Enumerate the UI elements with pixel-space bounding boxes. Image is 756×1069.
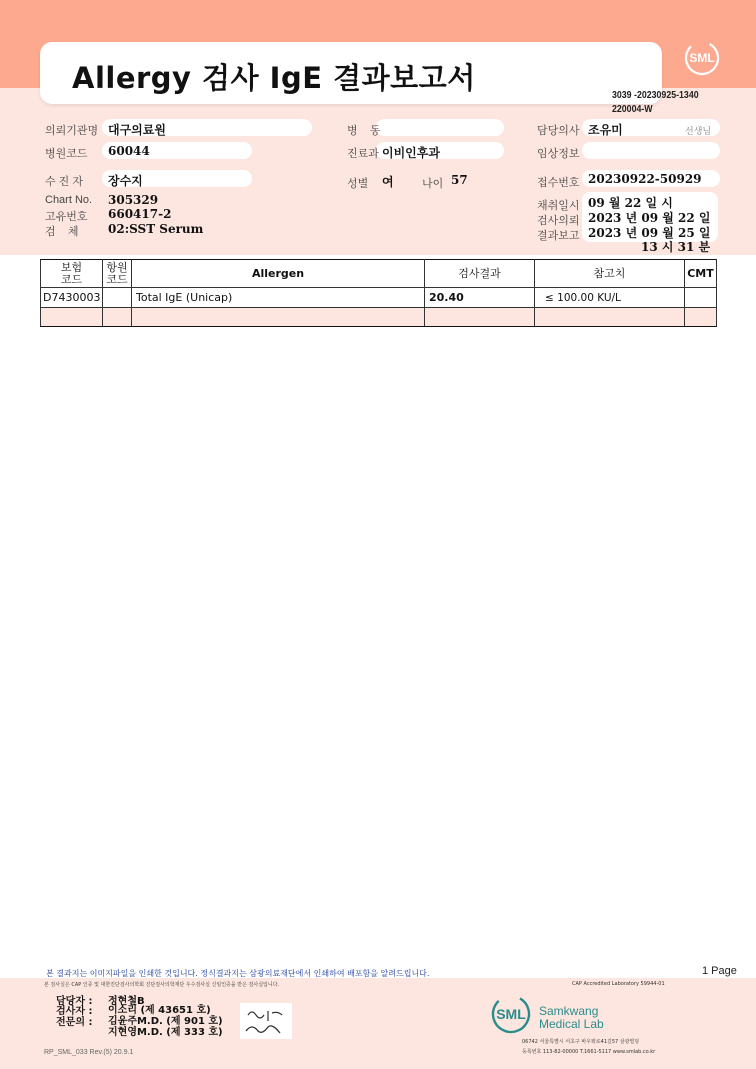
specimen-label: 검 체 bbox=[45, 226, 79, 238]
receipt-no-value: 20230922-50929 bbox=[588, 172, 702, 186]
institution-label: 의뢰기관명 bbox=[45, 125, 99, 137]
reported-value: 2023 년 09 월 25 일 bbox=[588, 226, 711, 240]
cap-accreditation: CAP Accredited Laboratory 59944-01 bbox=[572, 981, 665, 987]
age-value: 57 bbox=[451, 173, 468, 187]
result-cell: 20.40 bbox=[425, 288, 535, 308]
department-value: 이비인후과 bbox=[382, 146, 440, 160]
samkwang-logo-icon bbox=[490, 993, 532, 1035]
lab-name-line1: Samkwang bbox=[539, 1004, 599, 1018]
unique-no-value: 660417-2 bbox=[108, 207, 172, 221]
patient-label: 수 진 자 bbox=[45, 176, 83, 188]
blank-cell bbox=[132, 308, 425, 327]
requested-label: 검사의뢰 bbox=[537, 215, 580, 227]
doctor-suffix: 선생님 bbox=[685, 126, 712, 136]
hospital-code-value: 60044 bbox=[108, 144, 150, 158]
chart-no-label: Chart No. bbox=[45, 194, 93, 206]
revision-code: RP_SML_033 Rev.(5) 20.9.1 bbox=[44, 1049, 134, 1056]
report-title: Allergy 검사 IgE 결과보고서 bbox=[72, 61, 476, 95]
doc-number-line2: 220004-W bbox=[612, 104, 653, 115]
staff-name-1: 정현철B bbox=[108, 996, 145, 1007]
age-label: 나이 bbox=[422, 178, 444, 190]
reported-time: 13 시 31 분 bbox=[641, 240, 711, 254]
blank-cell bbox=[41, 308, 103, 327]
chart-no-value: 305329 bbox=[108, 193, 159, 207]
result-header: 검사결과 bbox=[425, 260, 535, 288]
reported-label: 결과보고 bbox=[537, 230, 580, 242]
insurance-code-cell: D7430003 bbox=[41, 288, 103, 308]
lab-contact: 등록번호 113-82-00000 T.1661-5117 www.smlab.co.kr bbox=[522, 1049, 656, 1055]
logo-text: SML bbox=[689, 51, 715, 65]
specimen-value: 02:SST Serum bbox=[108, 222, 204, 236]
table-row-blank bbox=[41, 308, 717, 327]
svg-text:SML: SML bbox=[496, 1006, 526, 1022]
staff-role-1: 담당자 : bbox=[56, 996, 93, 1007]
blank-cell bbox=[103, 308, 132, 327]
allergen-cell: Total IgE (Unicap) bbox=[132, 288, 425, 308]
sml-logo-icon bbox=[684, 40, 720, 76]
table-row bbox=[41, 288, 717, 308]
staff-role-2: 검사자 : bbox=[56, 1006, 93, 1017]
lab-address: 06742 서울특별시 서초구 바우뫼로41길57 삼광빌딩 bbox=[522, 1039, 640, 1045]
page-number: 1 Page bbox=[702, 965, 737, 977]
item-code-header: 항원 코드 bbox=[103, 260, 132, 288]
cmt-header: CMT bbox=[685, 260, 717, 288]
ward-label: 병 동 bbox=[347, 125, 381, 137]
doctor-label: 담당의사 bbox=[537, 125, 580, 137]
unique-no-label: 고유번호 bbox=[45, 211, 88, 223]
allergen-header: Allergen bbox=[132, 260, 425, 288]
staff-name-4: 지현영M.D. (제 333 호) bbox=[108, 1027, 223, 1038]
doc-number-line1: 3039 -20230925-1340 bbox=[612, 90, 699, 101]
doctor-value: 조유미 bbox=[588, 123, 623, 137]
staff-name-2: 이소리 (제 43651 호) bbox=[108, 1005, 211, 1016]
blank-cell bbox=[685, 308, 717, 327]
insurance-code-header: 보험 코드 bbox=[41, 260, 103, 288]
patient-value: 장수지 bbox=[108, 174, 143, 188]
department-label: 진료과 bbox=[347, 148, 379, 160]
footer-fine-print: 본 검사실은 CAP 인증 및 대한진단검사의학회 진단검사의학재단 우수검사실 신임인증을 받은 검사실입니다. bbox=[44, 982, 280, 988]
cmt-cell bbox=[685, 288, 717, 308]
lab-name-line2: Medical Lab bbox=[539, 1017, 604, 1031]
table-header-row bbox=[41, 260, 717, 288]
collected-value: 09 월 22 일 시 bbox=[588, 196, 673, 210]
sex-label: 성별 bbox=[347, 178, 369, 190]
clinical-info-pill bbox=[582, 142, 720, 159]
clinical-info-label: 임상정보 bbox=[537, 148, 580, 160]
reference-header: 참고치 bbox=[535, 260, 685, 288]
staff-role-3: 전문의 : bbox=[56, 1017, 93, 1028]
collected-label: 채취일시 bbox=[537, 200, 580, 212]
staff-name-3: 김윤주M.D. (제 901 호) bbox=[108, 1016, 223, 1027]
blank-cell bbox=[425, 308, 535, 327]
sex-value: 여 bbox=[382, 175, 394, 189]
requested-value: 2023 년 09 월 22 일 bbox=[588, 211, 711, 225]
blank-cell bbox=[535, 308, 685, 327]
results-table bbox=[40, 259, 717, 327]
receipt-no-label: 접수번호 bbox=[537, 177, 580, 189]
institution-value: 대구의료원 bbox=[108, 123, 166, 137]
reference-cell: ≤ 100.00 KU/L bbox=[535, 288, 685, 308]
footer-notice: 본 결과지는 이미지파일을 인쇄한 것입니다. 정식결과지는 삼광의료재단에서 인쇄하여 배포함을 알려드립니다. bbox=[46, 969, 430, 978]
item-code-cell bbox=[103, 288, 132, 308]
ward-pill bbox=[376, 119, 504, 136]
signature-image bbox=[240, 1003, 292, 1039]
hospital-code-label: 병원코드 bbox=[45, 148, 88, 160]
